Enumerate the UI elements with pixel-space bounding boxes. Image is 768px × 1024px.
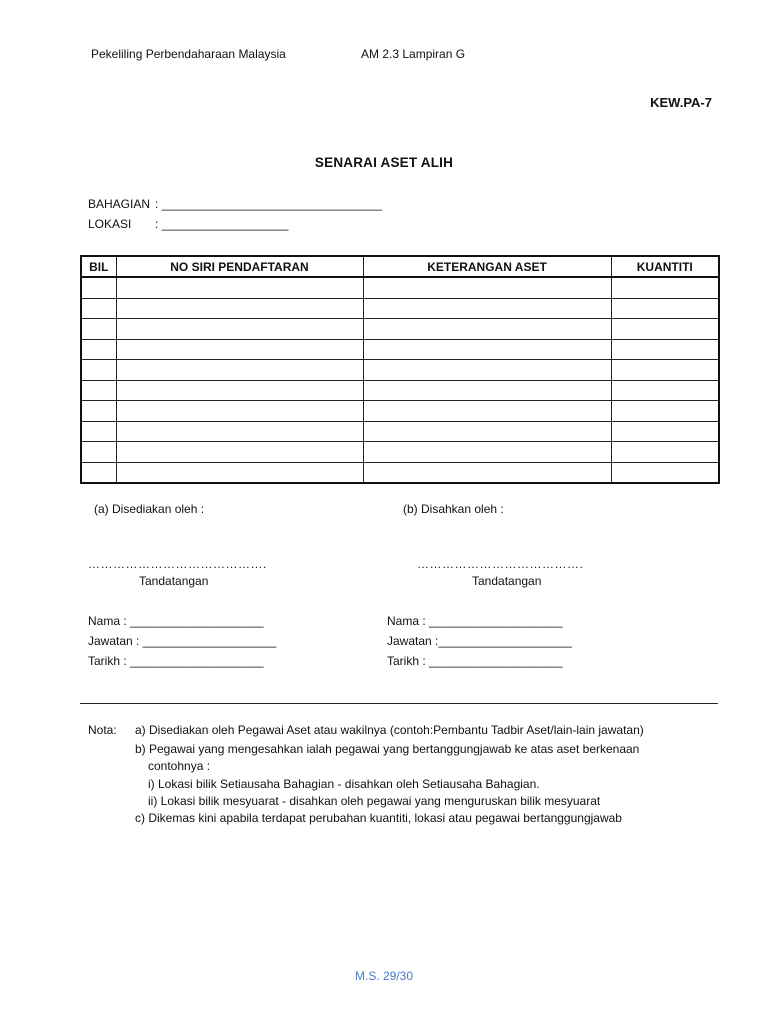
prepared-by-position-field[interactable]: Jawatan : ____________________ (88, 634, 277, 648)
prepared-by-signature-label: Tandatangan (139, 574, 209, 588)
table-row (81, 462, 719, 483)
column-header-keterangan: KETERANGAN ASET (363, 256, 611, 277)
cell-bil[interactable] (81, 421, 116, 442)
table-row (81, 442, 719, 463)
cell-bil[interactable] (81, 360, 116, 381)
cell-kuantiti[interactable] (611, 277, 719, 298)
column-header-bil: BIL (81, 256, 116, 277)
notes-label: Nota: (88, 723, 117, 737)
note-b-example-ii: ii) Lokasi bilik mesyuarat - disahkan oleh pegawai yang menguruskan bilik mesyuarat (148, 794, 601, 808)
approved-by-heading: (b) Disahkan oleh : (403, 502, 504, 516)
section-divider (80, 703, 718, 704)
page-number: M.S. 29/30 (354, 969, 414, 983)
table-row (81, 277, 719, 298)
cell-no-siri[interactable] (116, 339, 363, 360)
note-a: a) Disediakan oleh Pegawai Aset atau wakilnya (contoh:Pembantu Tadbir Aset/lain-lain jawatan) (135, 723, 644, 737)
cell-keterangan[interactable] (363, 380, 611, 401)
cell-bil[interactable] (81, 339, 116, 360)
cell-no-siri[interactable] (116, 319, 363, 340)
cell-no-siri[interactable] (116, 442, 363, 463)
cell-bil[interactable] (81, 319, 116, 340)
cell-no-siri[interactable] (116, 421, 363, 442)
cell-bil[interactable] (81, 442, 116, 463)
circular-reference: Pekeliling Perbendaharaan Malaysia (91, 47, 286, 61)
approved-by-position-field[interactable]: Jawatan :____________________ (387, 634, 572, 648)
cell-kuantiti[interactable] (611, 298, 719, 319)
table-header-row (81, 256, 719, 277)
cell-no-siri[interactable] (116, 298, 363, 319)
bahagian-field[interactable]: : _________________________________ (155, 197, 382, 211)
page-title: SENARAI ASET ALIH (314, 155, 454, 170)
cell-bil[interactable] (81, 462, 116, 483)
approved-by-signature-label: Tandatangan (472, 574, 542, 588)
cell-no-siri[interactable] (116, 401, 363, 422)
table-row (81, 380, 719, 401)
cell-keterangan[interactable] (363, 401, 611, 422)
appendix-reference: AM 2.3 Lampiran G (361, 47, 466, 61)
cell-keterangan[interactable] (363, 319, 611, 340)
table-row (81, 401, 719, 422)
note-b: b) Pegawai yang mengesahkan ialah pegawai yang bertanggungjawab ke atas aset berkenaan (135, 742, 640, 756)
table-body (81, 277, 719, 483)
cell-keterangan[interactable] (363, 442, 611, 463)
note-b-example-label: contohnya : (148, 759, 211, 773)
note-c: c) Dikemas kini apabila terdapat perubahan kuantiti, lokasi atau pegawai bertanggungjawab (135, 811, 622, 825)
cell-bil[interactable] (81, 277, 116, 298)
cell-bil[interactable] (81, 298, 116, 319)
approved-by-name-field[interactable]: Nama : ____________________ (387, 614, 563, 628)
lokasi-field[interactable]: : ___________________ (155, 217, 289, 231)
prepared-by-heading: (a) Disediakan oleh : (94, 502, 205, 516)
approved-by-signature-line[interactable]: …………………………………. (417, 557, 584, 571)
column-header-kuantiti: KUANTITI (611, 256, 719, 277)
approved-by-date-field[interactable]: Tarikh : ____________________ (387, 654, 563, 668)
cell-kuantiti[interactable] (611, 442, 719, 463)
column-header-no-siri: NO SIRI PENDAFTARAN (116, 256, 363, 277)
table-row (81, 319, 719, 340)
prepared-by-date-field[interactable]: Tarikh : ____________________ (88, 654, 264, 668)
cell-bil[interactable] (81, 401, 116, 422)
cell-kuantiti[interactable] (611, 360, 719, 381)
note-b-example-i: i) Lokasi bilik Setiausaha Bahagian - disahkan oleh Setiausaha Bahagian. (148, 777, 540, 791)
cell-no-siri[interactable] (116, 277, 363, 298)
cell-no-siri[interactable] (116, 462, 363, 483)
bahagian-label: BAHAGIAN (88, 197, 151, 211)
table-row (81, 339, 719, 360)
cell-kuantiti[interactable] (611, 339, 719, 360)
asset-table (80, 255, 720, 484)
cell-kuantiti[interactable] (611, 319, 719, 340)
cell-keterangan[interactable] (363, 421, 611, 442)
cell-no-siri[interactable] (116, 360, 363, 381)
cell-keterangan[interactable] (363, 277, 611, 298)
prepared-by-signature-line[interactable]: ……………………………………. (88, 557, 267, 571)
cell-kuantiti[interactable] (611, 421, 719, 442)
table-row (81, 421, 719, 442)
cell-keterangan[interactable] (363, 360, 611, 381)
form-code: KEW.PA-7 (650, 95, 712, 110)
table-row (81, 360, 719, 381)
cell-keterangan[interactable] (363, 462, 611, 483)
lokasi-label: LOKASI (88, 217, 132, 231)
cell-kuantiti[interactable] (611, 462, 719, 483)
cell-keterangan[interactable] (363, 298, 611, 319)
cell-bil[interactable] (81, 380, 116, 401)
prepared-by-name-field[interactable]: Nama : ____________________ (88, 614, 264, 628)
cell-no-siri[interactable] (116, 380, 363, 401)
table-row (81, 298, 719, 319)
cell-kuantiti[interactable] (611, 380, 719, 401)
cell-kuantiti[interactable] (611, 401, 719, 422)
cell-keterangan[interactable] (363, 339, 611, 360)
